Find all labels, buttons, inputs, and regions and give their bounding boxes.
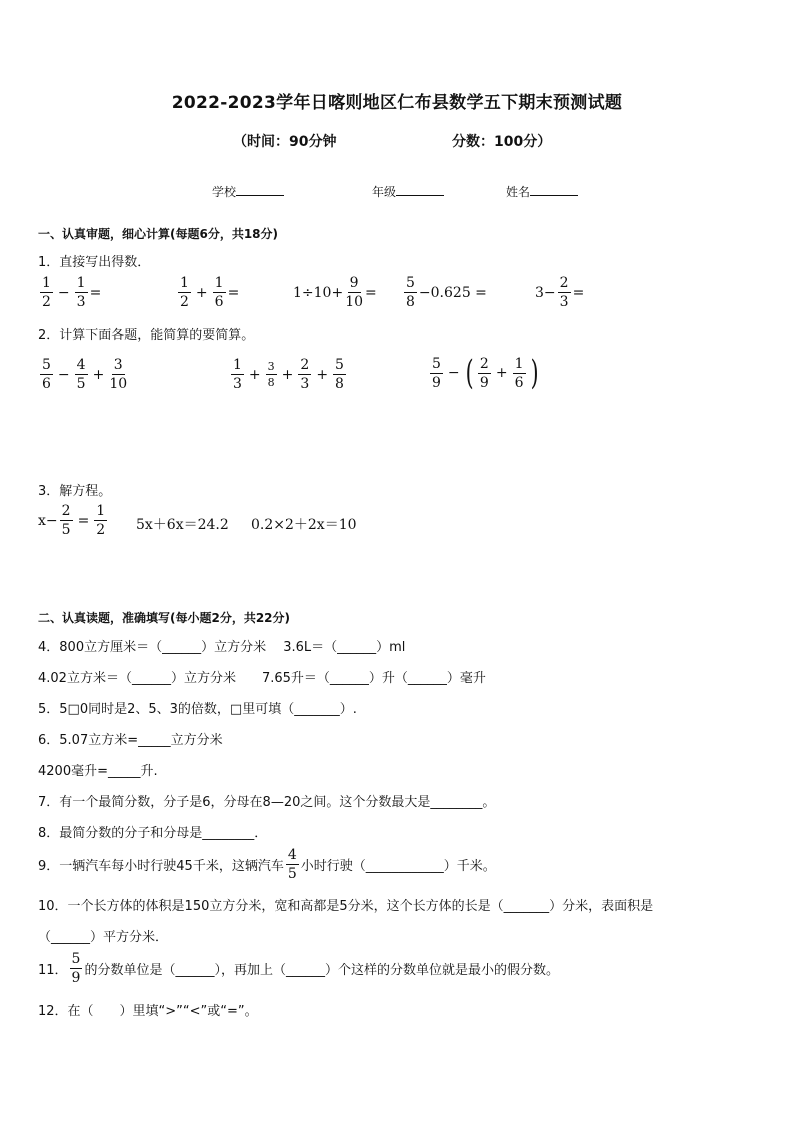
school-field[interactable] [212,183,284,200]
page-title: 2022-2023学年日喀则地区仁布县数学五下期末预测试题 [171,93,623,113]
fraction: $\frac{2}{3}$ [559,275,569,310]
q2-label: 2．计算下面各题，能简算的要简算。 [38,328,255,343]
section1-heading: 一、认真审题，细心计算(每题6分，共18分) [38,227,279,241]
q6-continued: 4200毫升=_____升. [38,764,158,779]
section2-heading: 二、认真读题，准确填写(每小题2分，共22分) [38,611,291,625]
school-blank[interactable] [236,183,284,196]
q3-equation-1: x− $\frac{2}{5}$ = $\frac{1}{2}$ [38,503,106,538]
q9: 9．一辆汽车每小时行驶45千米，这辆汽车 $\frac{4}{5}$ 小时行驶（____________）千米。 [38,847,496,882]
q10-continued: （______）平方分米． [38,930,169,945]
school-label: 学校 [212,185,237,199]
q1-item-3: 1÷10+ $\frac{9}{10}$ = [293,275,377,310]
q6: 6．5.07立方米=_____立方分米 [38,733,223,748]
q5: 5．5□0同时是2、5、3的倍数，□里可填（_______）. [38,702,357,717]
fraction: $\frac{1}{2}$ [42,275,51,310]
q8: 8．最简分数的分子和分母是________． [38,826,268,841]
name-blank[interactable] [530,183,578,196]
q2-expr-1: $\frac{5}{6}$ − $\frac{4}{5}$ + $\frac{3}{10}$ [42,357,128,392]
q2-expr-3: $\frac{5}{9}$ − ( $\frac{2}{9}$ + $\frac{1}{6}$ ) [432,353,539,393]
q4: 4．800立方厘米＝（______）立方分米 3.6L＝（______）ml [38,640,406,655]
grade-label: 年级 [372,185,397,199]
q12: 12．在（ ）里填“>”“<”或“=”。 [38,1004,258,1019]
exam-time: （时间：90分钟 [233,134,337,150]
q2-expr-2: $\frac{1}{3}$ + $\frac{3}{8}$ + $\frac{2}{3}$ + $\frac{5}{8}$ [233,357,344,392]
fraction: $\frac{5}{8}$ [406,275,415,310]
name-field[interactable] [506,183,578,200]
fraction: $\frac{1}{3}$ [76,275,86,310]
q1-item-1: $\frac{1}{2}$ − $\frac{1}{3}$ = [42,275,102,310]
name-label: 姓名 [506,185,531,199]
q4-continued: 4.02立方米＝（______）立方分米 7.65升＝（______）升（______）毫升 [38,671,486,686]
q3-equation-3: 0.2×2＋2x＝10 [251,517,357,533]
q3-label: 3．解方程。 [38,484,112,499]
q1-item-2: $\frac{1}{2}$ + $\frac{1}{6}$ = [180,275,240,310]
exam-score: 分数：100分） [452,134,552,150]
grade-field[interactable] [372,183,444,200]
q11: 11． $\frac{5}{9}$ 的分数单位是（______），再加上（______）个这样的分数单位就是最小的假分数。 [38,951,559,986]
q1-item-4: $\frac{5}{8}$ −0.625 = [406,275,487,310]
q1-item-5: 3− $\frac{2}{3}$ = [535,275,585,310]
q3-equation-2: 5x＋6x＝24.2 [136,517,229,533]
q10: 10．一个长方体的体积是150立方分米，宽和高都是5分米，这个长方体的长是（_______）分米，表面积是 [38,899,654,914]
fraction: $\frac{1}{2}$ [180,275,189,310]
q7: 7．有一个最简分数，分子是6，分母在8—20之间。这个分数最大是________。 [38,795,496,810]
q1-label: 1．直接写出得数． [38,255,151,270]
grade-blank[interactable] [396,183,444,196]
fraction: $\frac{9}{10}$ [345,275,364,310]
fraction: $\frac{1}{6}$ [214,275,224,310]
